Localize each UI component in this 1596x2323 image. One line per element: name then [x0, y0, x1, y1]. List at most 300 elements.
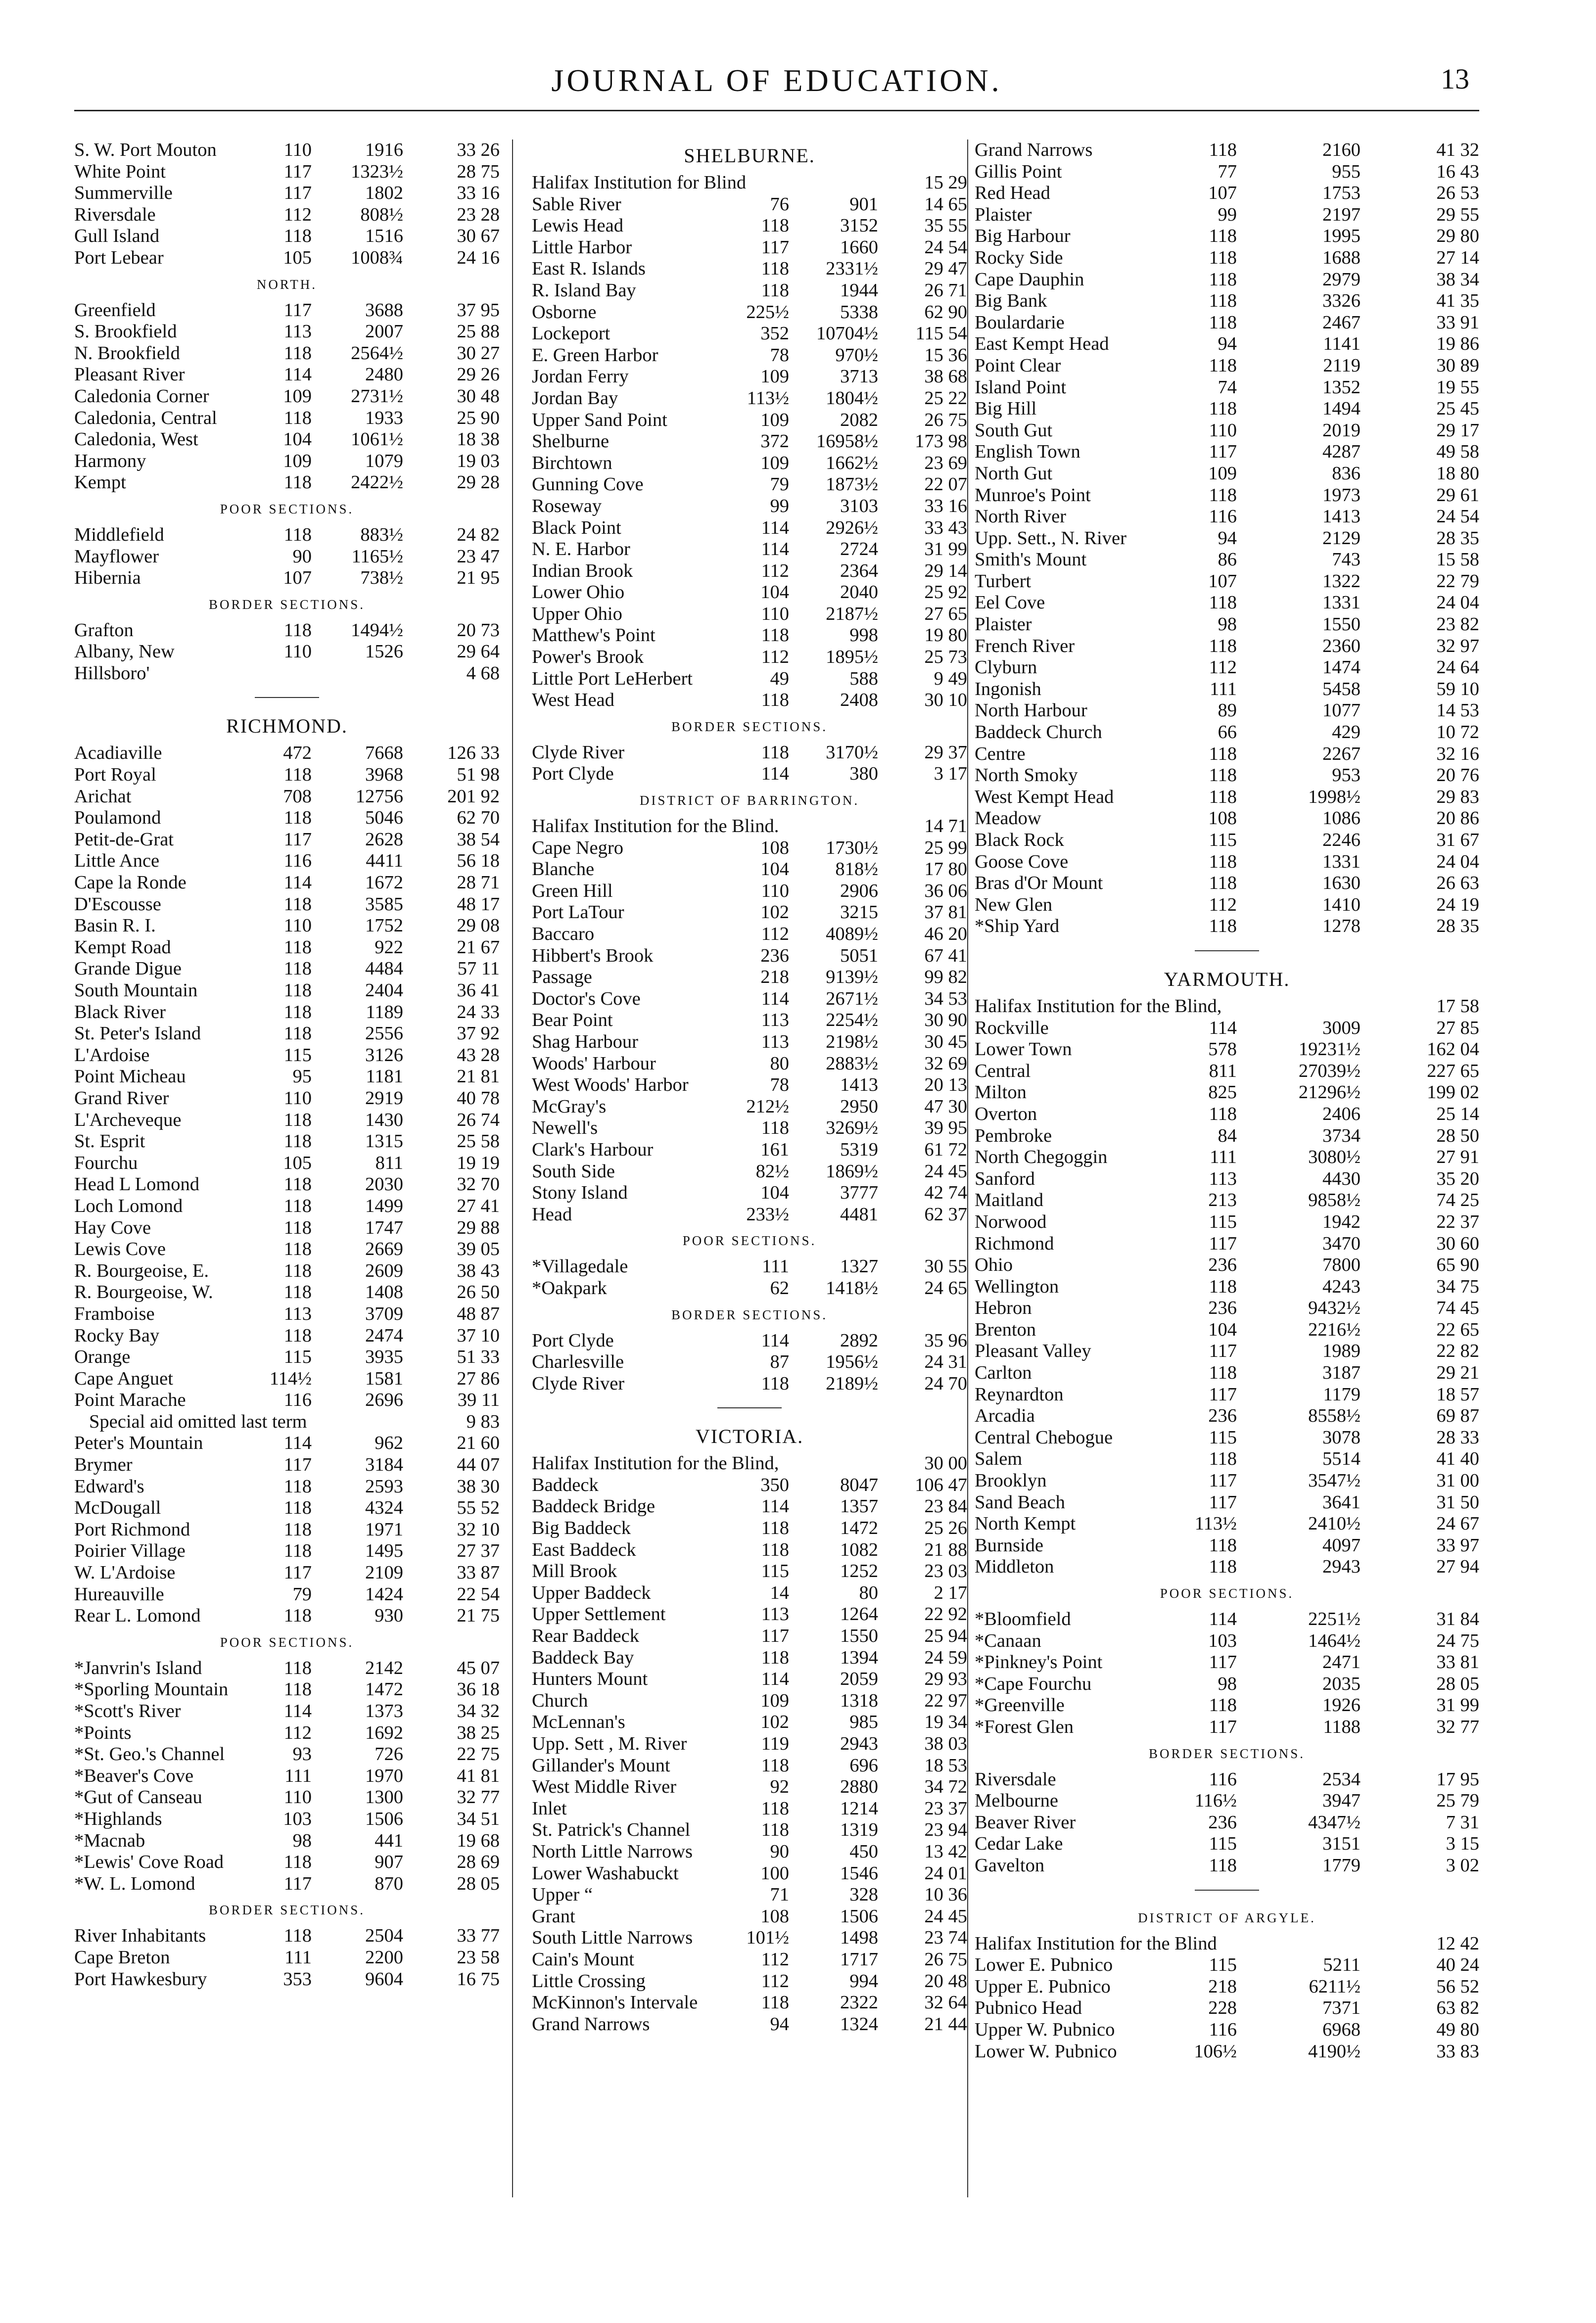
attendance-total: 907: [375, 1852, 403, 1873]
table-row: [975, 549, 1479, 571]
table-row: [74, 1497, 500, 1519]
attendance-total: 738½: [360, 567, 403, 589]
attendance-total: 1179: [1323, 1384, 1361, 1405]
section-name: Lower Ohio: [532, 582, 625, 603]
grant-amount: 31 50: [1436, 1491, 1479, 1513]
grant-amount: 32 64: [924, 1992, 967, 2013]
days-taught: 118: [1209, 873, 1237, 894]
days-taught: 236: [1208, 1812, 1237, 1833]
days-taught: 118: [761, 625, 789, 646]
attendance-total: 27039½: [1298, 1060, 1361, 1081]
section-name: Roseway: [532, 495, 602, 516]
grant-amount: 24 59: [924, 1647, 967, 1668]
days-taught: 118: [1209, 1448, 1237, 1470]
days-taught: 118: [761, 279, 789, 301]
table-row: [532, 668, 967, 690]
days-taught: 80: [770, 1053, 789, 1074]
attendance-total: 3009: [1322, 1017, 1361, 1038]
section-name: Melbourne: [975, 1790, 1058, 1812]
attendance-total: 1956½: [826, 1351, 878, 1373]
table-row: [74, 937, 500, 959]
days-taught: 118: [283, 1325, 312, 1346]
attendance-total: 1079: [365, 450, 403, 471]
table-row: [975, 183, 1479, 204]
table-row: [532, 1776, 967, 1798]
table-row: [532, 924, 967, 945]
grant-amount: 34 32: [457, 1701, 500, 1721]
attendance-total: 1331: [1322, 592, 1361, 613]
attendance-total: 1214: [840, 1798, 878, 1819]
attendance-total: 3126: [365, 1044, 403, 1066]
attendance-total: 5514: [1322, 1448, 1361, 1470]
table-row: [74, 1679, 500, 1701]
section-name: Ingonish: [975, 678, 1041, 699]
attendance-total: 811: [375, 1152, 403, 1173]
grant-amount: 29 47: [924, 258, 967, 279]
section-name: Red Head: [975, 183, 1050, 204]
attendance-total: 1082: [840, 1539, 878, 1560]
attendance-total: 16958½: [816, 431, 878, 452]
attendance-total: 1526: [365, 641, 403, 662]
table-row: [74, 872, 500, 894]
attendance-total: 970½: [835, 344, 878, 366]
grant-amount: 32 70: [457, 1174, 500, 1195]
table-row: [532, 366, 967, 388]
attendance-total: 4324: [365, 1497, 403, 1519]
attendance-total: 1998½: [1308, 786, 1361, 807]
section-name: Basin R. I.: [74, 915, 156, 936]
table-row: [74, 1260, 500, 1282]
grant-amount: 34 72: [924, 1776, 967, 1798]
attendance-total: 883½: [360, 524, 403, 545]
grant-amount: 22 97: [924, 1690, 967, 1711]
grant-amount: 37 92: [457, 1023, 500, 1044]
attendance-total: 1944: [840, 279, 878, 301]
grant-amount: 38 03: [924, 1733, 967, 1754]
attendance-total: 1300: [365, 1787, 403, 1808]
section-name: Point Clear: [975, 355, 1061, 376]
days-taught: 103: [283, 1808, 312, 1829]
attendance-total: 1474: [1322, 657, 1361, 678]
section-name: Pleasant River: [74, 364, 185, 385]
attendance-total: 3326: [1322, 290, 1361, 312]
grant-amount: 28 33: [1436, 1427, 1479, 1448]
section-name: N. E. Harbor: [532, 539, 630, 560]
special-aid-note: [74, 1411, 500, 1433]
attendance-total: 2534: [1322, 1768, 1361, 1790]
attendance-total: 2082: [840, 409, 878, 430]
days-taught: 112: [283, 204, 312, 225]
section-name: Point Micheau: [74, 1066, 186, 1087]
days-taught: 118: [761, 1518, 789, 1539]
section-name: Beaver River: [975, 1812, 1076, 1833]
attendance-total: 3713: [840, 366, 878, 387]
grant-amount: 34 53: [924, 988, 967, 1009]
attendance-total: 1717: [840, 1949, 878, 1970]
grant-amount: 30 90: [924, 1010, 967, 1031]
attendance-total: 2254½: [826, 1010, 878, 1031]
attendance-total: 2671½: [826, 988, 878, 1009]
table-row: [975, 657, 1479, 679]
days-taught: 118: [761, 1755, 789, 1776]
entry-group: [975, 1018, 1479, 1578]
table-row: [532, 1074, 967, 1096]
grant-amount: 28 35: [1436, 527, 1479, 549]
days-taught: 104: [760, 582, 789, 603]
attendance-total: 3547½: [1308, 1470, 1361, 1491]
table-row: [532, 1906, 967, 1928]
attendance-total: 1688: [1322, 247, 1361, 268]
grant-amount: 51 33: [457, 1347, 500, 1368]
attendance-total: 3215: [840, 902, 878, 923]
section-name: White Point: [74, 161, 166, 182]
days-taught: 82½: [755, 1161, 789, 1182]
grant-amount: 25 26: [924, 1518, 967, 1539]
grant-amount: 32 69: [924, 1053, 967, 1074]
grant-amount: 25 73: [924, 647, 967, 668]
section-name: Upp. Sett , M. River: [532, 1733, 687, 1754]
table-row: [532, 1561, 967, 1582]
table-row: [975, 355, 1479, 377]
section-name: Baddeck Bridge: [532, 1496, 656, 1517]
table-row: [975, 1769, 1479, 1791]
days-taught: 110: [761, 603, 789, 624]
table-row: [532, 1518, 967, 1539]
attendance-total: 1264: [840, 1604, 878, 1625]
attendance-total: 1318: [840, 1690, 878, 1711]
grant-amount: 38 30: [457, 1476, 500, 1497]
days-taught: 118: [283, 1497, 312, 1519]
grant-amount: 24 54: [924, 236, 967, 258]
table-row: [74, 386, 500, 408]
days-taught: 76: [770, 193, 789, 215]
section-name: West Kempt Head: [975, 786, 1114, 807]
section-name: Indian Brook: [532, 560, 633, 581]
subsection-heading: DISTRICT OF ARGYLE.: [1138, 1910, 1316, 1925]
attendance-total: 3187: [1322, 1362, 1361, 1384]
table-row: [74, 1131, 500, 1153]
days-taught: 114: [761, 1669, 789, 1690]
grant-amount: 26 53: [1436, 183, 1479, 204]
attendance-total: 2467: [1322, 312, 1361, 333]
section-name: Pembroke: [975, 1125, 1052, 1146]
section-name: *Highlands: [74, 1808, 162, 1829]
section-name: R. Bourgeoise, E.: [74, 1260, 209, 1281]
grant-amount: 23 69: [924, 452, 967, 473]
section-name: Rockville: [975, 1017, 1049, 1038]
table-row: [975, 830, 1479, 851]
grant-amount: 74 25: [1436, 1190, 1479, 1211]
grant-amount: 14 65: [924, 193, 967, 215]
attendance-total: 2919: [365, 1087, 403, 1109]
grant-amount: 20 86: [1436, 808, 1479, 829]
grant-amount: 38 54: [457, 829, 500, 850]
attendance-total: 743: [1332, 549, 1361, 570]
days-taught: 236: [1208, 1405, 1237, 1427]
section-name: Hay Cove: [74, 1217, 151, 1238]
table-row: [74, 1066, 500, 1088]
grant-amount: 36 41: [457, 980, 500, 1001]
section-name: McGray's: [532, 1096, 607, 1117]
table-row: [532, 1863, 967, 1885]
table-row: [532, 1204, 967, 1226]
days-taught: 98: [1218, 1673, 1237, 1694]
grant-amount: 38 68: [924, 366, 967, 387]
grant-amount: 16 43: [1436, 161, 1479, 182]
table-row: [74, 1282, 500, 1303]
days-taught: 110: [283, 1087, 312, 1109]
grant-amount: 39 11: [457, 1390, 500, 1411]
section-name: Lower W. Pubnico: [975, 2041, 1117, 2062]
entry-group: [74, 300, 500, 494]
attendance-total: 1086: [1322, 808, 1361, 829]
table-row: [532, 1626, 967, 1647]
section-name: Charlesville: [532, 1351, 624, 1373]
table-row: [532, 194, 967, 216]
row-label: Halifax Institution for the Blind: [975, 1933, 1217, 1954]
table-row: [74, 1830, 500, 1852]
section-name: West Head: [532, 690, 614, 711]
attendance-total: 1494: [1322, 398, 1361, 419]
grant-amount: 23 58: [457, 1947, 500, 1968]
days-taught: 71: [770, 1884, 789, 1905]
days-taught: 110: [1209, 419, 1237, 441]
grant-amount: 14 53: [1436, 700, 1479, 721]
grant-amount: 74 45: [1436, 1298, 1479, 1319]
table-row: [532, 539, 967, 560]
grant-amount: 30 89: [1436, 355, 1479, 376]
attendance-total: 1942: [1322, 1211, 1361, 1232]
attendance-total: 4484: [365, 958, 403, 979]
table-row: [532, 345, 967, 367]
grant-amount: 62 37: [924, 1204, 967, 1225]
grant-amount: 61 72: [924, 1139, 967, 1160]
grant-amount: 24 19: [1436, 894, 1479, 915]
attendance-total: 1498: [840, 1927, 878, 1949]
section-name: Middlefield: [74, 524, 164, 545]
attendance-total: 3184: [365, 1454, 403, 1476]
days-taught: 90: [770, 1841, 789, 1862]
section-name: Stony Island: [532, 1182, 628, 1204]
grant-amount: 27 86: [457, 1368, 500, 1389]
days-taught: 110: [283, 915, 312, 936]
days-taught: 118: [761, 1647, 789, 1668]
days-taught: 74: [1218, 376, 1237, 398]
attendance-total: 4411: [366, 850, 403, 872]
days-taught: 115: [1209, 830, 1237, 850]
section-name: Birchtown: [532, 452, 612, 473]
grant-amount: 15 36: [924, 344, 967, 366]
table-row: [975, 1790, 1479, 1812]
grant-amount: 23 94: [924, 1819, 967, 1841]
section-name: Baddeck Bay: [532, 1647, 634, 1668]
days-taught: 118: [1209, 1695, 1237, 1716]
grant-amount: 22 75: [457, 1744, 500, 1765]
attendance-total: 2408: [840, 690, 878, 711]
county-heading: SHELBURNE.: [684, 144, 815, 167]
grant-amount: 15 58: [1436, 549, 1479, 570]
grant-amount: 27 85: [1436, 1017, 1479, 1038]
attendance-total: 19231½: [1298, 1039, 1361, 1060]
attendance-total: 994: [849, 1970, 878, 1992]
section-name: North River: [975, 506, 1066, 527]
attendance-total: 3151: [1322, 1833, 1361, 1855]
table-row: [74, 1390, 500, 1411]
grant-amount: 37 10: [457, 1325, 500, 1346]
attendance-total: 2007: [365, 321, 403, 342]
grant-amount: 29 14: [924, 560, 967, 581]
days-taught: 66: [1218, 722, 1237, 743]
table-row: [975, 1168, 1479, 1190]
days-taught: 115: [1209, 1211, 1237, 1232]
grant-amount: 63 82: [1436, 1998, 1479, 2019]
grant-amount: 28 35: [1436, 916, 1479, 937]
attendance-total: 2943: [1322, 1556, 1361, 1578]
table-row: [532, 902, 967, 924]
table-row: [532, 237, 967, 259]
grant-amount: 65 90: [1436, 1254, 1479, 1276]
grant-amount: 28 05: [1436, 1673, 1479, 1694]
days-taught: 118: [283, 1131, 312, 1152]
days-taught: 118: [1209, 484, 1237, 506]
attendance-total: 1873½: [826, 474, 878, 495]
attendance-total: 2187½: [826, 603, 878, 624]
grant-amount: 26 75: [924, 409, 967, 430]
table-row: [74, 567, 500, 589]
attendance-total: 2109: [365, 1562, 403, 1583]
grant-amount: 29 80: [1436, 226, 1479, 247]
days-taught: 116: [1209, 1768, 1237, 1790]
table-row: [532, 1755, 967, 1777]
table-row: [975, 1976, 1479, 1998]
section-name: Cedar Lake: [975, 1833, 1063, 1855]
grant-amount: 99 82: [924, 967, 967, 988]
days-taught: 118: [1209, 139, 1237, 160]
attendance-total: 2364: [840, 560, 878, 581]
section-name: R. Bourgeoise, W.: [74, 1282, 213, 1303]
grant-amount: 51 98: [457, 764, 500, 786]
grant-amount: 9 49: [934, 668, 967, 689]
attendance-total: 1973: [1322, 484, 1361, 506]
county-heading: VICTORIA.: [695, 1425, 804, 1448]
subsection-heading: BORDER SECTIONS.: [208, 1903, 366, 1918]
table-row: [74, 980, 500, 1002]
days-taught: 92: [770, 1776, 789, 1798]
days-taught: 118: [283, 1657, 312, 1678]
days-taught: 111: [1210, 678, 1237, 699]
grant-amount: 24 75: [1436, 1630, 1479, 1651]
days-taught: 112: [761, 1949, 789, 1970]
table-row: [975, 2041, 1479, 2063]
table-row: [975, 1147, 1479, 1168]
grant-amount: 24 04: [1436, 851, 1479, 872]
grant-amount: 40 24: [1436, 1954, 1479, 1976]
section-name: Cain's Mount: [532, 1949, 634, 1970]
section-name: Eel Cove: [975, 592, 1045, 613]
table-row: [532, 1992, 967, 2014]
section-name: Inlet: [532, 1798, 567, 1819]
grant-amount: 29 17: [1436, 419, 1479, 441]
table-row: [74, 1217, 500, 1239]
table-row: [975, 1998, 1479, 2019]
section-name: Plaister: [975, 614, 1032, 635]
attendance-total: 1989: [1322, 1341, 1361, 1362]
grant-amount: 25 92: [924, 582, 967, 603]
grant-amount: 25 22: [924, 387, 967, 409]
section-name: Brymer: [74, 1454, 133, 1476]
grant-amount: 25 79: [1436, 1790, 1479, 1812]
grant-amount: 14 71: [924, 816, 967, 837]
grant-amount: 37 95: [457, 299, 500, 321]
attendance-total: 1464½: [1308, 1630, 1361, 1651]
section-name: Pleasant Valley: [975, 1341, 1091, 1362]
section-name: North Little Narrows: [532, 1841, 693, 1862]
days-taught: 118: [283, 1001, 312, 1022]
institution-row: [975, 1933, 1479, 1955]
section-name: *Sporling Mountain: [74, 1679, 229, 1700]
table-row: [532, 647, 967, 668]
attendance-total: 328: [849, 1884, 878, 1905]
grant-amount: 22 07: [924, 474, 967, 495]
institution-row: [532, 816, 967, 837]
section-name: *Cape Fourchu: [975, 1673, 1092, 1694]
table-row: [532, 859, 967, 881]
table-row: [74, 1744, 500, 1765]
attendance-total: 930: [375, 1605, 403, 1626]
section-name: Port Hawkesbury: [74, 1968, 207, 1990]
table-row: [532, 258, 967, 280]
section-name: Lower E. Pubnico: [975, 1954, 1113, 1976]
days-taught: 118: [283, 472, 312, 493]
attendance-total: 962: [375, 1433, 403, 1454]
grant-amount: 28 71: [457, 872, 500, 893]
attendance-total: 10704½: [816, 323, 878, 344]
table-row: [532, 1475, 967, 1496]
days-taught: 825: [1208, 1082, 1237, 1103]
section-name: Fourchu: [74, 1152, 138, 1173]
attendance-total: 4481: [840, 1204, 878, 1225]
table-row: [975, 1104, 1479, 1125]
days-taught: 110: [761, 880, 789, 901]
days-taught: 90: [292, 546, 312, 567]
section-name: Jordan Bay: [532, 387, 618, 409]
section-name: Poulamond: [74, 807, 161, 829]
grant-amount: 38 43: [457, 1260, 500, 1281]
days-taught: 350: [760, 1474, 789, 1495]
grant-amount: 21 95: [457, 567, 500, 589]
grant-amount: 40 78: [457, 1087, 500, 1109]
table-row: [74, 1196, 500, 1217]
days-taught: 101½: [746, 1927, 789, 1949]
grant-amount: 56 52: [1436, 1976, 1479, 1997]
table-row: [975, 851, 1479, 873]
grant-amount: 18 80: [1436, 463, 1479, 484]
section-name: Central Chebogue: [975, 1427, 1113, 1448]
grant-amount: 29 26: [457, 364, 500, 385]
table-row: [975, 1470, 1479, 1492]
section-name: Shelburne: [532, 431, 610, 452]
attendance-total: 4347½: [1308, 1812, 1361, 1833]
table-row: [975, 1492, 1479, 1514]
table-row: [74, 546, 500, 568]
days-taught: 110: [283, 139, 312, 160]
section-name: Riversdale: [74, 204, 156, 225]
table-row: [74, 343, 500, 365]
table-row: [74, 663, 500, 685]
attendance-total: 696: [849, 1755, 878, 1776]
attendance-total: 1424: [365, 1583, 403, 1605]
grant-amount: 31 99: [924, 539, 967, 560]
